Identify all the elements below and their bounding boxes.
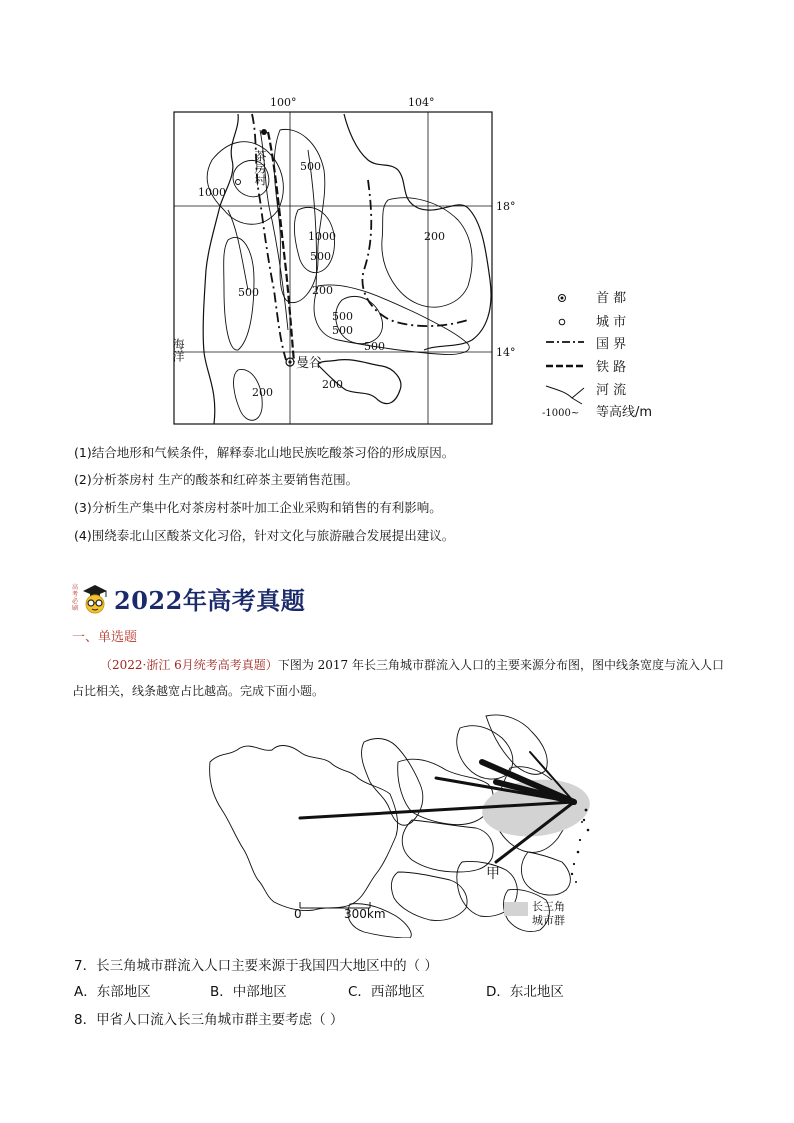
thailand-map (168, 90, 668, 430)
scale-bar (294, 902, 386, 921)
legend-label: 铁 路 (596, 360, 627, 375)
contour-label: 200 (252, 386, 273, 399)
section-header (72, 578, 305, 618)
question-7: 7．长三角城市群流入人口主要来源于我国四大地区中的（ ） (74, 958, 438, 974)
question-stem (72, 652, 732, 704)
china-inflow-map (200, 712, 610, 938)
option-d[interactable]: D．东北地区 (486, 984, 564, 1000)
legend-label: 首 都 (596, 291, 627, 306)
option-c[interactable]: C．西部地区 (348, 984, 425, 1000)
legend-label: 国 界 (596, 337, 627, 352)
question-3: (3)分析生产集中化对茶房村茶叶加工企业采购和销售的有利影响。 (74, 500, 442, 515)
contour-label: 200 (424, 230, 445, 243)
village-label: 茶房村 (253, 150, 267, 186)
contour-label: 500 (300, 160, 321, 173)
contour-label: 200 (312, 284, 333, 297)
badge-char: 必 (72, 598, 79, 605)
question-2: (2)分析茶房村 生产的酸茶和红碎茶主要销售范围。 (74, 472, 359, 487)
legend-label: 城 市 (596, 315, 627, 330)
province-jia-label: 甲 (486, 866, 500, 882)
badge-char: 刷 (72, 605, 79, 612)
option-b[interactable]: B．中部地区 (210, 984, 287, 1000)
city-legend-icon (559, 319, 565, 325)
sea-label: 海洋 (171, 338, 185, 362)
question-1: (1)结合地形和气候条件，解释泰北山地民族吃酸茶习俗的形成原因。 (74, 445, 455, 460)
yangtze-legend-label: 城市群 (532, 914, 565, 927)
contour-lines (207, 129, 472, 420)
contour-label: 500 (310, 250, 331, 263)
question-source: （2022·浙江 6月统考高考真题） (100, 658, 278, 672)
contour-label: 1000 (308, 230, 336, 243)
scale-zero: 0 (294, 907, 302, 921)
lat-label-18: 18° (496, 200, 516, 213)
contour-label: 500 (332, 324, 353, 337)
badge-char: 高 (72, 584, 79, 591)
contour-label: 200 (322, 378, 343, 391)
village-marker (261, 129, 267, 135)
capital-label: 曼谷 (296, 356, 323, 371)
lat-label-14: 14° (496, 346, 516, 359)
legend-label: 等高线/m (596, 405, 653, 420)
question-type-heading: 一、单选题 (72, 630, 138, 645)
mekong-outline (344, 114, 491, 350)
exam-badge-icon (72, 582, 110, 614)
contour-label: 500 (332, 310, 353, 323)
question-8: 8．甲省人口流入长三角城市群主要考虑（ ） (74, 1012, 344, 1028)
lon-label-104: 104° (408, 96, 435, 109)
map-legend (542, 290, 652, 420)
lon-label-100: 100° (270, 96, 297, 109)
yangtze-legend-swatch (504, 902, 528, 916)
option-a[interactable]: A．东部地区 (74, 984, 151, 1000)
river-legend-icon (546, 386, 584, 404)
question-4: (4)围绕泰北山区酸茶文化习俗，针对文化与旅游融合发展提出建议。 (74, 528, 455, 543)
graduate-face-icon (80, 582, 110, 614)
section-title: 2022年高考真题 (114, 585, 306, 615)
scale-distance: 300km (344, 907, 386, 921)
contour-label: 1000 (198, 186, 226, 199)
contour-legend-sample: -1000~ (542, 408, 580, 419)
city-marker (236, 180, 241, 185)
contour-label: 500 (364, 340, 385, 353)
capital-dot (288, 360, 291, 363)
yangtze-legend-label: 长三角 (532, 900, 565, 913)
contour-label: 500 (238, 286, 259, 299)
stem-text: 下图为 2017 年长三角城市群流入人口的主要来源分布图，图中线条宽度与流入人口占比相关，线条越宽占比越高。完成下面小题。 (72, 658, 724, 698)
legend-label: 河 流 (596, 383, 627, 398)
badge-char: 考 (72, 591, 79, 598)
